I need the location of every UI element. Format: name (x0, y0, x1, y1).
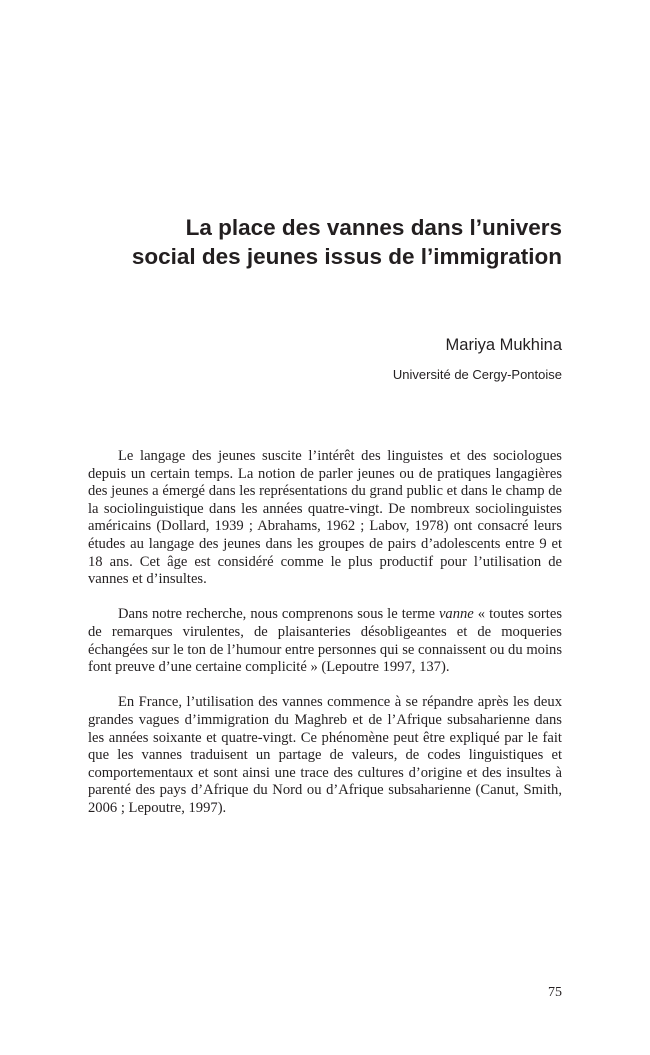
paragraph-2 (88, 606, 562, 676)
paragraph-2-before: Dans notre recherche, nous comprenons sous le terme (118, 606, 439, 623)
paragraph-2-term: vanne (438, 606, 474, 623)
author-name: Mariya Mukhina (445, 336, 562, 354)
page-number: 75 (548, 985, 562, 1000)
author-affiliation: Université de Cergy-Pontoise (392, 367, 562, 382)
article-title-line-1: La place des vannes dans l’univers (185, 215, 562, 240)
paragraph-2-after: « toutes sortes de remarques virulentes, de plaisanteries désobligeantes et de moqueries échangées sur le ton de l’humour entre personnes qui se connaissent ou du moins font preuve d’une certaine complicité » (Lepoutre 1997, 137). (88, 606, 562, 676)
article-body (88, 448, 562, 835)
article-title-line-2: social des jeunes issus de l’immigration (131, 244, 562, 269)
paragraph-1: Le langage des jeunes suscite l’intérêt des linguistes et des sociologues depuis un certain temps. La notion de parler jeunes ou de pratiques langagières des jeunes a émergé dans les représentations du grand public et dans le champ de la sociolinguistique dans les années quatre-vingt. De nombreux sociolinguistes américains (Dollard, 1939 ; Abrahams, 1962 ; Labov, 1978) ont consacré leurs études au langage des jeunes dans les groupes de pairs d’adolescents entre 9 et 18 ans. Cet âge est considéré comme le plus productif pour l’utilisation de vannes et d’insultes. (88, 448, 562, 588)
paragraph-3: En France, l’utilisation des vannes commence à se répandre après les deux grandes vagues d’immigration du Maghreb et de l’Afrique subsaharienne dans les années soixante et quatre-vingt. Ce phénomène peut être expliqué par le fait que les vannes traduisent un partage de valeurs, de codes linguistiques et comportementaux et sont ainsi une trace des cultures d’origine et des insultes à parenté des pays d’Afrique du Nord ou d’Afrique subsaharienne (Canut, Smith, 2006 ; Lepoutre, 1997). (88, 694, 562, 816)
article-title (80, 213, 562, 271)
